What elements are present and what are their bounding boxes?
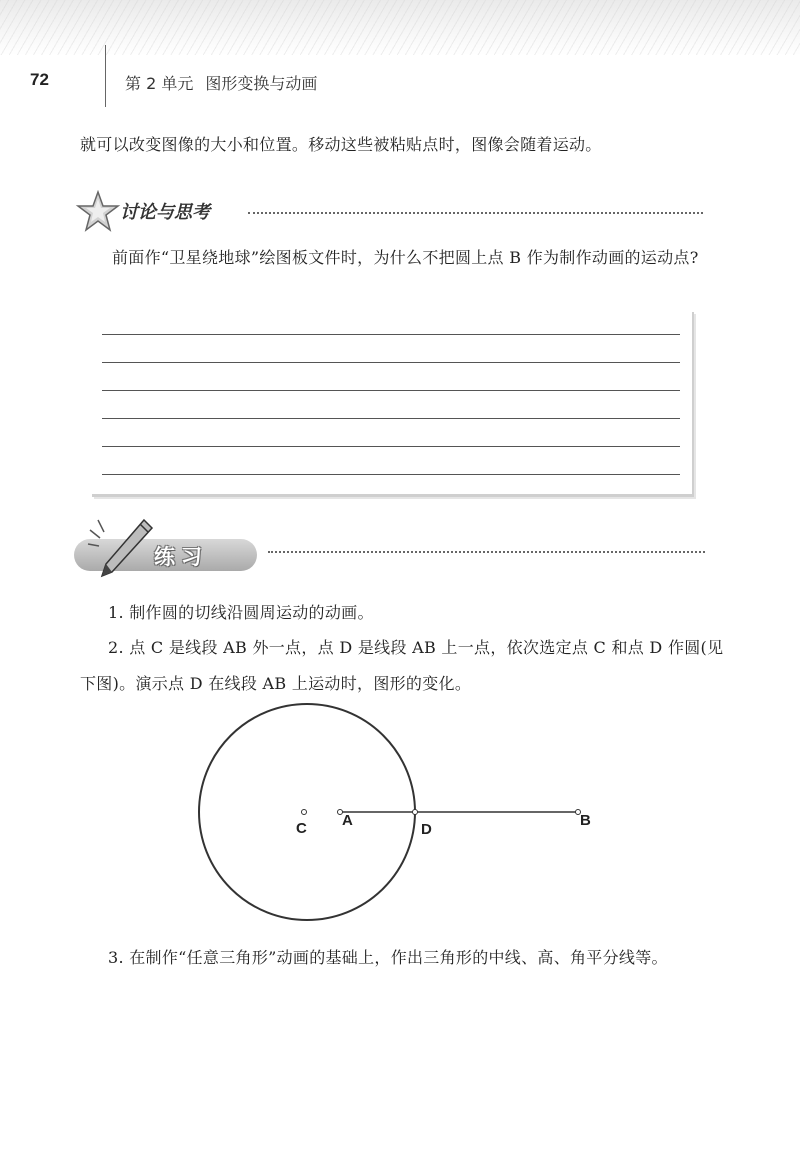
section-title: 图形变换与动画 — [205, 74, 318, 93]
pencil-icon — [86, 516, 156, 582]
answer-line[interactable] — [102, 474, 680, 475]
point-d[interactable] — [413, 810, 418, 815]
page-top-pattern — [0, 0, 800, 55]
answer-line[interactable] — [102, 418, 680, 419]
discussion-title: 讨论与思考 — [120, 202, 210, 223]
answer-line[interactable] — [102, 446, 680, 447]
discussion-dot-leader — [248, 212, 703, 214]
circle-figure — [190, 700, 610, 925]
practice-item: 1. 制作圆的切线沿圆周运动的动画。 — [108, 603, 374, 622]
label-d: D — [421, 821, 432, 838]
intro-paragraph: 就可以改变图像的大小和位置。移动这些被粘贴点时，图像会随着运动。 — [80, 135, 602, 154]
practice-dot-leader — [268, 551, 705, 553]
star-icon — [74, 190, 122, 234]
label-b: B — [580, 812, 591, 829]
discussion-heading — [74, 190, 704, 230]
practice-item: 3. 在制作“任意三角形”动画的基础上，作出三角形的中线、高、角平分线等。 — [108, 948, 668, 967]
answer-line[interactable] — [102, 362, 680, 363]
label-c: C — [296, 820, 307, 837]
running-header — [125, 71, 317, 94]
practice-heading — [74, 516, 714, 582]
practice-title: 练习 — [154, 545, 208, 569]
point-c[interactable] — [302, 810, 307, 815]
unit-label: 第 2 单元 — [125, 74, 194, 93]
label-a: A — [342, 812, 353, 829]
page-number: 72 — [30, 70, 49, 89]
answer-line[interactable] — [102, 390, 680, 391]
header-divider — [105, 45, 106, 107]
practice-item: 2. 点 C 是线段 AB 外一点，点 D 是线段 AB 上一点，依次选定点 C 和点 D 作圆(见下图)。演示点 D 在线段 AB 上运动时，图形的变化。 — [80, 638, 724, 693]
answer-line[interactable] — [102, 334, 680, 335]
answer-box — [92, 312, 694, 497]
discussion-question: 前面作“卫星绕地球”绘图板文件时，为什么不把圆上点 B 作为制作动画的运动点? — [112, 248, 699, 267]
